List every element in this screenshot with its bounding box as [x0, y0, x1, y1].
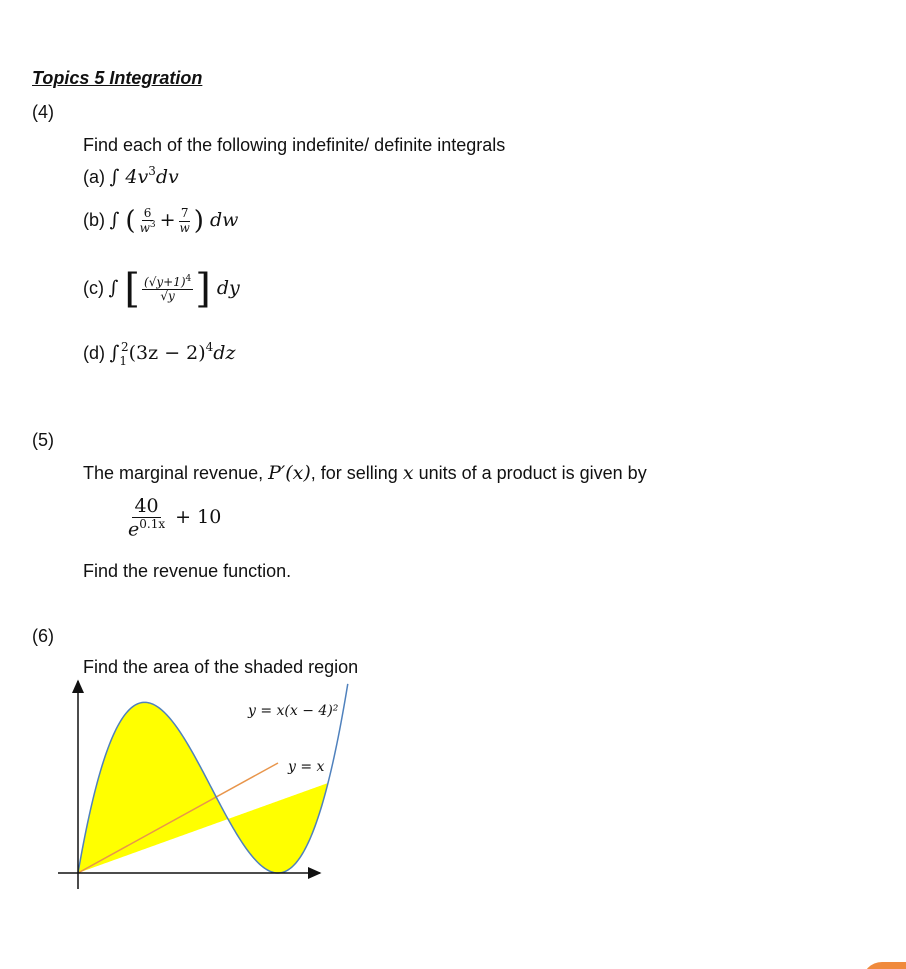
question-4a-differential: dv [155, 166, 179, 188]
frac-2-denominator: w [179, 220, 190, 235]
frac-numerator: (√y+1) [144, 274, 186, 289]
formula-denominator-power: 0.1x [139, 516, 166, 531]
question-4a-label: (a) [83, 167, 105, 187]
question-6-number: (6) [32, 626, 54, 646]
frac-2-numerator: 7 [180, 206, 189, 221]
integral-sign: ∫ [108, 277, 119, 299]
question-4-instruction: Find each of the following indefinite/ definite integrals [83, 135, 506, 155]
page-heading: Topics 5 Integration [32, 68, 203, 88]
question-6-instruction: Find the area of the shaded region [83, 657, 359, 677]
marginal-revenue-formula [124, 496, 221, 540]
question-5-number: (5) [32, 430, 54, 450]
shaded-region-graph [55, 675, 355, 895]
plus-sign: + [159, 209, 176, 231]
integral-sign: ∫ [109, 166, 120, 188]
shaded-region-right [228, 783, 328, 873]
units-variable: x [402, 462, 414, 484]
line-label: y = x [288, 759, 325, 775]
question-4b [83, 206, 238, 236]
question-4c-differential: dy [216, 277, 240, 299]
frac-1-denominator-power: 3 [149, 220, 156, 230]
question-4c-label: (c) [83, 278, 104, 298]
question-4d-label: (d) [83, 343, 105, 363]
question-5-text-mid: , for selling [310, 463, 398, 483]
integral-sign: ∫ [109, 342, 120, 364]
right-bracket: ] [195, 266, 211, 312]
formula-denominator-base: e [128, 518, 140, 541]
right-paren: ) [193, 206, 204, 236]
question-4-number: (4) [32, 102, 54, 122]
question-5-task: Find the revenue function. [83, 561, 292, 581]
left-bracket: [ [124, 266, 141, 312]
integral-sign: ∫ [109, 209, 120, 231]
left-paren: ( [125, 206, 136, 236]
frac-1-numerator: 6 [143, 205, 152, 220]
frac-numerator-power: 4 [185, 273, 192, 284]
curve-label: y = x(x − 4)² [248, 703, 339, 719]
shaded-region-left [78, 702, 228, 873]
frac-1-denominator: w [139, 221, 150, 235]
question-5-statement [83, 462, 647, 484]
question-4a [83, 166, 179, 188]
frac-denominator: √y [160, 289, 175, 303]
question-4c [83, 266, 240, 312]
question-5-text-after: units of a product is given by [418, 463, 647, 483]
upper-limit: 2 [121, 340, 129, 354]
question-4a-expr: 4v [125, 166, 149, 188]
question-4d [83, 340, 236, 368]
question-4d-differential: dz [213, 342, 236, 364]
question-4a-power: 3 [148, 164, 156, 178]
lower-limit: 1 [119, 354, 127, 368]
marginal-revenue-symbol: P′(x) [268, 462, 311, 484]
question-4d-power: 4 [205, 340, 214, 354]
question-4d-expr: (3z − 2) [128, 342, 206, 364]
formula-plus-ten: + 10 [175, 506, 222, 529]
formula-numerator: 40 [134, 495, 159, 517]
question-4b-differential: dw [209, 209, 239, 231]
question-5-text-before: The marginal revenue, [83, 463, 264, 483]
question-4b-label: (b) [83, 210, 105, 230]
corner-decoration [862, 962, 906, 969]
